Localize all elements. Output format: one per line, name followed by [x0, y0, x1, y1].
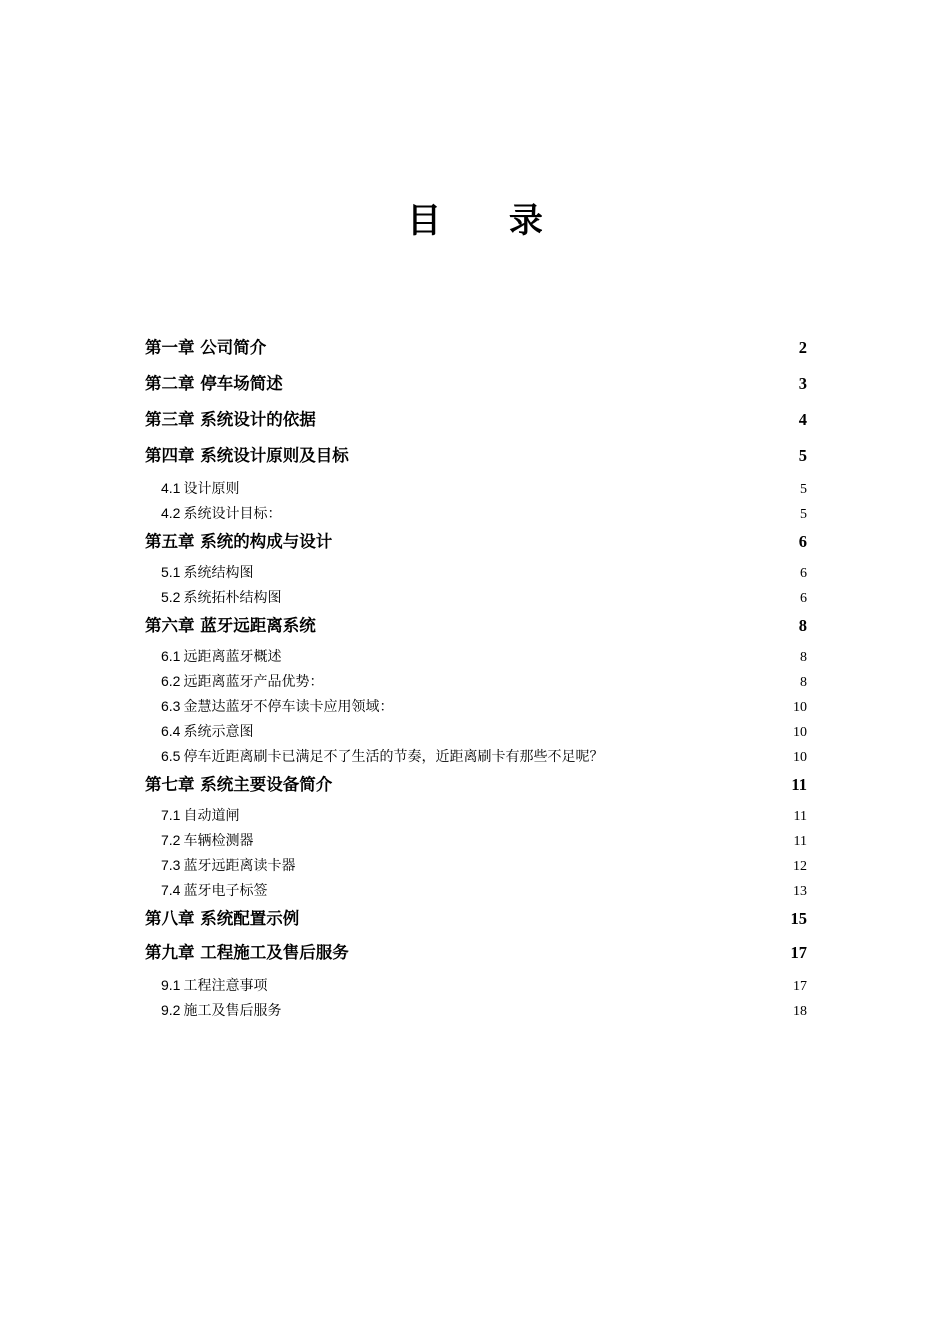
toc-section-number: 6.3	[161, 698, 181, 714]
toc-page-number: 5	[798, 446, 807, 465]
toc-page-number: 3	[798, 374, 807, 393]
toc-page-number: 5	[800, 507, 807, 522]
toc-section-number: 7.4	[161, 882, 181, 898]
toc-entry-label: 第三章 系统设计的依据	[145, 410, 316, 429]
toc-page-number: 11	[793, 809, 807, 824]
toc-section-number: 5.1	[161, 564, 181, 580]
toc-section-number: 4.1	[161, 480, 181, 496]
toc-section-number: 5.2	[161, 589, 181, 605]
toc-section-number: 6.2	[161, 673, 181, 689]
toc-page-number: 17	[790, 943, 807, 962]
toc-section-9-2[interactable]	[145, 998, 807, 1023]
toc-page-number: 4	[798, 410, 807, 429]
toc-page-number: 6	[798, 532, 807, 551]
toc-section-6-5[interactable]	[145, 744, 807, 769]
toc-section-4-1[interactable]	[145, 476, 807, 501]
toc-entry-label: 系统拓朴结构图	[183, 590, 282, 606]
toc-section-number: 6.4	[161, 723, 181, 739]
toc-chapter-6[interactable]	[145, 610, 807, 644]
page-title: 目 录	[407, 201, 571, 241]
toc-section-6-3[interactable]	[145, 694, 807, 719]
toc-section-7-2[interactable]	[145, 828, 807, 853]
toc-page-number: 10	[793, 700, 807, 715]
toc-entry-label: 系统示意图	[183, 724, 254, 740]
toc-entry-label: 远距离蓝牙概述	[183, 649, 282, 665]
toc-entry-label: 设计原则	[183, 481, 240, 497]
toc-entry-label: 蓝牙电子标签	[183, 883, 268, 899]
toc-chapter-7[interactable]	[145, 769, 807, 803]
toc-entry-label: 第一章 公司简介	[145, 338, 267, 357]
toc-section-7-3[interactable]	[145, 853, 807, 878]
toc-section-number: 9.1	[161, 977, 181, 993]
table-of-contents	[145, 332, 807, 1023]
toc-section-6-1[interactable]	[145, 644, 807, 669]
toc-entry-label: 第五章 系统的构成与设计	[145, 532, 333, 551]
toc-chapter-2[interactable]	[145, 368, 807, 404]
toc-entry-label: 施工及售后服务	[183, 1003, 282, 1019]
toc-entry-label: 第九章 工程施工及售后服务	[145, 943, 349, 962]
toc-entry-label: 工程注意事项	[183, 978, 268, 994]
toc-page-number: 8	[798, 616, 807, 635]
toc-page-number: 17	[793, 979, 807, 994]
toc-page-number: 11	[793, 834, 807, 849]
toc-page-number: 13	[793, 884, 807, 899]
toc-entry-label: 第七章 系统主要设备简介	[145, 775, 333, 794]
toc-entry-label: 停车近距离刷卡已满足不了生活的节奏，近距离刷卡有那些不足呢？	[183, 749, 604, 765]
toc-page-number: 11	[791, 775, 807, 794]
toc-page-number: 8	[800, 650, 807, 665]
toc-entry-label: 第八章 系统配置示例	[145, 909, 300, 928]
toc-entry-label: 第六章 蓝牙远距离系统	[145, 616, 316, 635]
toc-section-number: 6.1	[161, 648, 181, 664]
toc-chapter-1[interactable]	[145, 332, 807, 368]
toc-page-number: 18	[793, 1004, 807, 1019]
toc-entry-label: 第四章 系统设计原则及目标	[145, 446, 349, 465]
toc-section-7-1[interactable]	[145, 803, 807, 828]
toc-entry-label: 系统结构图	[183, 565, 254, 581]
toc-page-number: 5	[800, 482, 807, 497]
toc-chapter-3[interactable]	[145, 404, 807, 440]
toc-section-7-4[interactable]	[145, 878, 807, 903]
toc-entry-label: 远距离蓝牙产品优势：	[183, 674, 324, 690]
toc-section-6-4[interactable]	[145, 719, 807, 744]
toc-section-number: 7.3	[161, 857, 181, 873]
toc-section-9-1[interactable]	[145, 973, 807, 998]
toc-section-number: 6.5	[161, 748, 181, 764]
toc-entry-label: 第二章 停车场简述	[145, 374, 283, 393]
toc-entry-label: 系统设计目标：	[183, 506, 282, 522]
toc-section-4-2[interactable]	[145, 501, 807, 526]
toc-entry-label: 车辆检测器	[183, 833, 254, 849]
toc-chapter-4[interactable]	[145, 440, 807, 476]
toc-section-number: 9.2	[161, 1002, 181, 1018]
toc-section-5-1[interactable]	[145, 560, 807, 585]
toc-page-number: 2	[798, 338, 807, 357]
toc-page-number: 12	[793, 859, 807, 874]
toc-entry-label: 自动道闸	[183, 808, 240, 824]
toc-section-6-2[interactable]	[145, 669, 807, 694]
toc-entry-label: 蓝牙远距离读卡器	[183, 858, 296, 874]
toc-section-number: 4.2	[161, 505, 181, 521]
toc-page-number: 6	[800, 566, 807, 581]
toc-chapter-8[interactable]	[145, 903, 807, 937]
toc-page-number: 10	[793, 725, 807, 740]
toc-section-5-2[interactable]	[145, 585, 807, 610]
toc-chapter-9[interactable]	[145, 937, 807, 973]
toc-chapter-5[interactable]	[145, 526, 807, 560]
toc-section-number: 7.2	[161, 832, 181, 848]
toc-page-number: 6	[800, 591, 807, 606]
toc-entry-label: 金慧达蓝牙不停车读卡应用领域：	[183, 699, 394, 715]
toc-page-number: 10	[793, 750, 807, 765]
toc-page-number: 15	[790, 909, 807, 928]
toc-page-number: 8	[800, 675, 807, 690]
toc-section-number: 7.1	[161, 807, 181, 823]
